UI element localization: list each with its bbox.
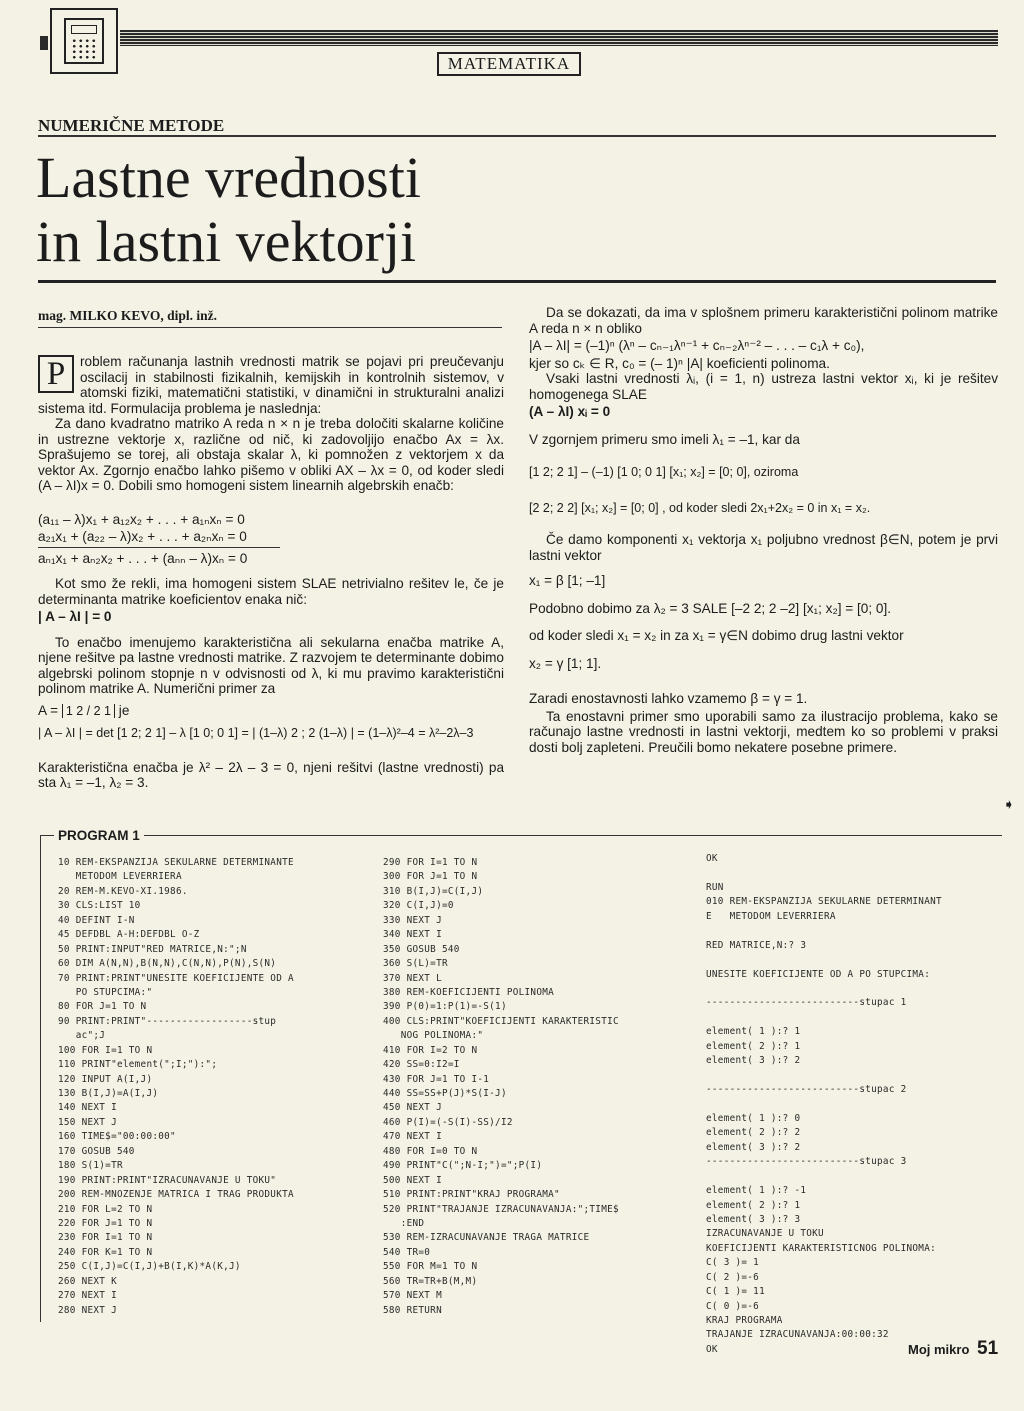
calculator-keys bbox=[71, 38, 97, 60]
paragraph-solutions: Karakteristična enačba je λ² – 2λ – 3 = 0, njeni rešitvi (lastne vrednosti) pa sta λ₁ = –1, λ₂ = 3. bbox=[38, 759, 504, 790]
polynomial-equation: |A – λI| = (–1)ⁿ (λⁿ – cₙ₋₁λⁿ⁻¹ + cₙ₋₂λⁿ⁻² – . . . – c₁λ + c₀), bbox=[529, 338, 865, 353]
page-number: 51 bbox=[977, 1338, 999, 1359]
title-rule bbox=[38, 280, 996, 283]
left-column bbox=[38, 354, 504, 791]
magazine-name: Moj mikro bbox=[908, 1342, 970, 1357]
matrix-a: 1 2 / 2 1 bbox=[62, 704, 115, 718]
second-vector: x₂ = γ [1; 1]. bbox=[529, 655, 602, 671]
author-rule bbox=[38, 327, 502, 328]
program-listing-2: 290 FOR I=1 TO N 300 FOR J=1 TO N 310 B(I,J)=C(I,J) 320 C(I,J)=0 330 NEXT J 340 NEXT I 350 GOSUB 540 360 S(L)=TR 370 NEXT L 380 REM-KOEFICIJENTI POLINOMA 390 P(0)=1:P(1)=-S(1) 400 CLS:PRINT"KOEFICIJENTI KARAKTERISTIC NOG POLINOMA:" 410 FOR I=2 TO N 420 SS=0:I2=I 430 FOR J=1 TO I-1 440 SS=SS+P(J)*S(I-J) 450 NEXT J 460 P(I)=(-S(I)-SS)/I2 470 NEXT I 480 FOR I=0 TO N 490 PRINT"C(";N-I;")=";P(I) 500 NEXT I 510 PRINT:PRINT"KRAJ PROGRAMA" 520 PRINT"TRAJANJE IZRACUNAVANJA:";TIME$ :END 530 REM-IZRACUNAVANJE TRAGA MATRICE 540 TR=0 550 FOR M=1 TO N 560 TR=TR+B(M,M) 570 NEXT M 580 RETURN bbox=[383, 857, 619, 1316]
example-lambda1: V zgornjem primeru smo imeli λ₁ = –1, kar da bbox=[529, 431, 800, 447]
title-line-2: in lastni vektorji bbox=[36, 209, 417, 274]
matrix-a-je: je bbox=[118, 702, 130, 718]
program-output: OK RUN 010 REM-EKSPANZIJA SEKULARNE DETERMINANT E METODOM LEVERRIERA RED MATRICE,N:? 3 UNESITE KOEFICIJENTE OD A PO STUPCIMA: --------------------------stupac 1 element( 1 ):? 1 element( 2 ):? 1 element( 3 ):? 2 --------------------------stupac 2 element( 1 ):? 0 element( 2 ):? 2 element( 3 ):? 2 --------------------------stupac 3 element( 1 ):? -1 element( 2 ):? 1 element( 3 ):? 3 IZRACUNAVANJE U TOKU KOEFICIJENTI KARAKTERISTICNOG POLINOMA: C( 3 )= 1 C( 2 )=-6 C( 1 )= 11 C( 0 )=-6 KRAJ PROGRAMA TRAJANJE IZRACUNAVANJA:00:00:32 OK bbox=[706, 853, 942, 1355]
homogeneous-equation: (A – λI) xᵢ = 0 bbox=[529, 404, 611, 419]
calculator-screen bbox=[71, 25, 97, 34]
kicker-rule bbox=[38, 135, 996, 137]
title-line-1: Lastne vrednosti bbox=[36, 145, 421, 210]
determinant-expansion: | A – λI | = det [1 2; 2 1] – λ [1 0; 0 1] = | (1–λ) 2 ; 2 (1–λ) | = (1–λ)²–4 = λ²–2λ–3 bbox=[38, 726, 474, 740]
kicker: NUMERIČNE METODE bbox=[38, 116, 225, 135]
matrix-equation-2: [2 2; 2 2] [x₁; x₂] = [0; 0] , od koder sledi 2x₁+2x₂ = 0 in x₁ = x₂. bbox=[529, 500, 871, 515]
header-band-left bbox=[40, 36, 48, 50]
matrix-equation-1: [1 2; 2 1] – (–1) [1 0; 0 1] [x₁; x₂] = [0; 0], oziroma bbox=[529, 465, 799, 479]
author-byline: mag. MILKO KEVO, dipl. inž. bbox=[38, 308, 218, 323]
paragraph-second-vector: od koder sledi x₁ = x₂ in za x₁ = γ∈N dobimo drug lastni vektor bbox=[529, 628, 904, 643]
dropcap: P bbox=[38, 355, 74, 393]
paragraph-coefficients: kjer so cₖ ∈ R, c₀ = (– 1)ⁿ |A| koeficienti polinoma. bbox=[529, 355, 830, 371]
paragraph-polynomial: Da se dokazati, da ima v splošnem primeru karakteristični polinom matrike A reda n × n obliko bbox=[529, 305, 998, 336]
paragraph-conclusion: Ta enostavni primer smo uporabili samo za ilustracijo problema, kako se računajo lastne vrednosti in lastni vektorji, medtem ko so problemi v praksi dosti bolj zapleteni. Preučili bomo nekatere posebne primere. bbox=[529, 708, 998, 755]
paragraph-first-vector: Če damo komponenti x₁ vektorja x₁ poljubno vrednost β∈N, potem je prvi lastni vektor bbox=[529, 532, 998, 563]
calculator-icon bbox=[64, 18, 104, 64]
intro-paragraph bbox=[38, 354, 504, 416]
continue-arrow-icon: ➧ bbox=[1003, 796, 1015, 812]
program-listing-1: 10 REM-EKSPANZIJA SEKULARNE DETERMINANTE METODOM LEVERRIERA 20 REM-M.KEVO-XI.1986. 30 CLS:LIST 10 40 DEFINT I-N 45 DEFDBL A-H:DEFDBL O-Z 50 PRINT:INPUT"RED MATRICE,N:";N 60 DIM A(N,N),B(N,N),C(N,N),P(N),S(N) 70 PRINT:PRINT"UNESITE KOEFICIJENTE OD A PO STUPCIMA:" 80 FOR J=1 TO N 90 PRINT:PRINT"------------------stup ac";J 100 FOR I=1 TO N 110 PRINT"element(";I;"):"; 120 INPUT A(I,J) 130 B(I,J)=A(I,J) 140 NEXT I 150 NEXT J 160 TIME$="00:00:00" 170 GOSUB 540 180 S(1)=TR 190 PRINT:PRINT"IZRACUNAVANJE U TOKU" 200 REM-MNOZENJE MATRICA I TRAG PRODUKTA 210 FOR L=2 TO N 220 FOR J=1 TO N 230 FOR I=1 TO N 240 FOR K=1 TO N 250 C(I,J)=C(I,J)+B(I,K)*A(K,J) 260 NEXT K 270 NEXT I 280 NEXT J bbox=[58, 857, 294, 1316]
determinant-equation: | A – λI | = 0 bbox=[38, 609, 112, 624]
paragraph-determinant: Kot smo že rekli, ima homogeni sistem SLAE netrivialno rešitev le, če je determinanta matrike koeficientov enaka nič: bbox=[38, 576, 504, 607]
simplification: Zaradi enostavnosti lahko vzamemo β = γ = 1. bbox=[529, 691, 808, 706]
program-label: PROGRAM 1 bbox=[54, 828, 144, 843]
paragraph-characteristic: To enačbo imenujemo karakteristična ali sekularna enačba matrike A, njene rešitve pa lastne vrednosti matrike. Z razvojem te determinante dobimo algebrski polinom stopnje n v odvisnosti od λ, ki mu pravimo karakteristični polinom matrike A. Numerični primer za bbox=[38, 634, 504, 696]
first-vector: x₁ = β [1; –1] bbox=[529, 573, 606, 588]
right-column bbox=[529, 305, 998, 755]
paragraph-formulation: Za dano kvadratno matriko A reda n × n je treba določiti skalarne količine in ustrezne vektorje x, različne od nič, ki zadovoljijo enačbo Ax = λx. Sprašujemo se torej, ali obstaja skalar λ, ki pomnožen z vektorjem x da vektor Ax. Zgornjo enačbo lahko pišemo v obliki AX – λx = 0, od koder sledi (A – λI)x = 0. Dobili smo homogeni sistem linearnih algebrskih enačb: bbox=[38, 416, 504, 493]
matrix-a-label: A = bbox=[38, 702, 59, 718]
page-footer bbox=[908, 1338, 998, 1360]
article-title bbox=[36, 146, 936, 274]
system-equation-1: (a₁₁ – λ)x₁ + a₁₂x₂ + . . . + a₁ₙxₙ = 0 bbox=[38, 511, 245, 527]
intro-text: roblem računanja lastnih vrednosti matrik se pojavi pri preučevanju oscilacij in stabilnosti fizikalnih, kemijskih in kontrolnih sistemov, v atomski fiziki, matematični statistiki, v dinamični in strukturalni analizi sistema itd. Formulacija problema je naslednja: bbox=[38, 354, 504, 416]
lambda2-equation: Podobno dobimo za λ₂ = 3 SALE [–2 2; 2 –2] [x₁; x₂] = [0; 0]. bbox=[529, 600, 891, 616]
system-equation-n: aₙ₁x₁ + aₙ₂x₂ + . . . + (aₙₙ – λ)xₙ = 0 bbox=[38, 550, 248, 566]
system-rule bbox=[38, 547, 280, 548]
section-tag: MATEMATIKA bbox=[437, 52, 581, 76]
matrix-a-definition bbox=[38, 703, 504, 719]
header-icon-frame bbox=[50, 8, 118, 74]
system-equation-2: a₂₁x₁ + (a₂₂ – λ)x₂ + . . . + a₂ₙxₙ = 0 bbox=[38, 529, 247, 544]
paragraph-eigenvector: Vsaki lastni vrednosti λᵢ, (i = 1, n) ustreza lastni vektor xᵢ, ki je rešitev homogenega SLAE bbox=[529, 371, 998, 402]
header-band bbox=[120, 30, 998, 46]
